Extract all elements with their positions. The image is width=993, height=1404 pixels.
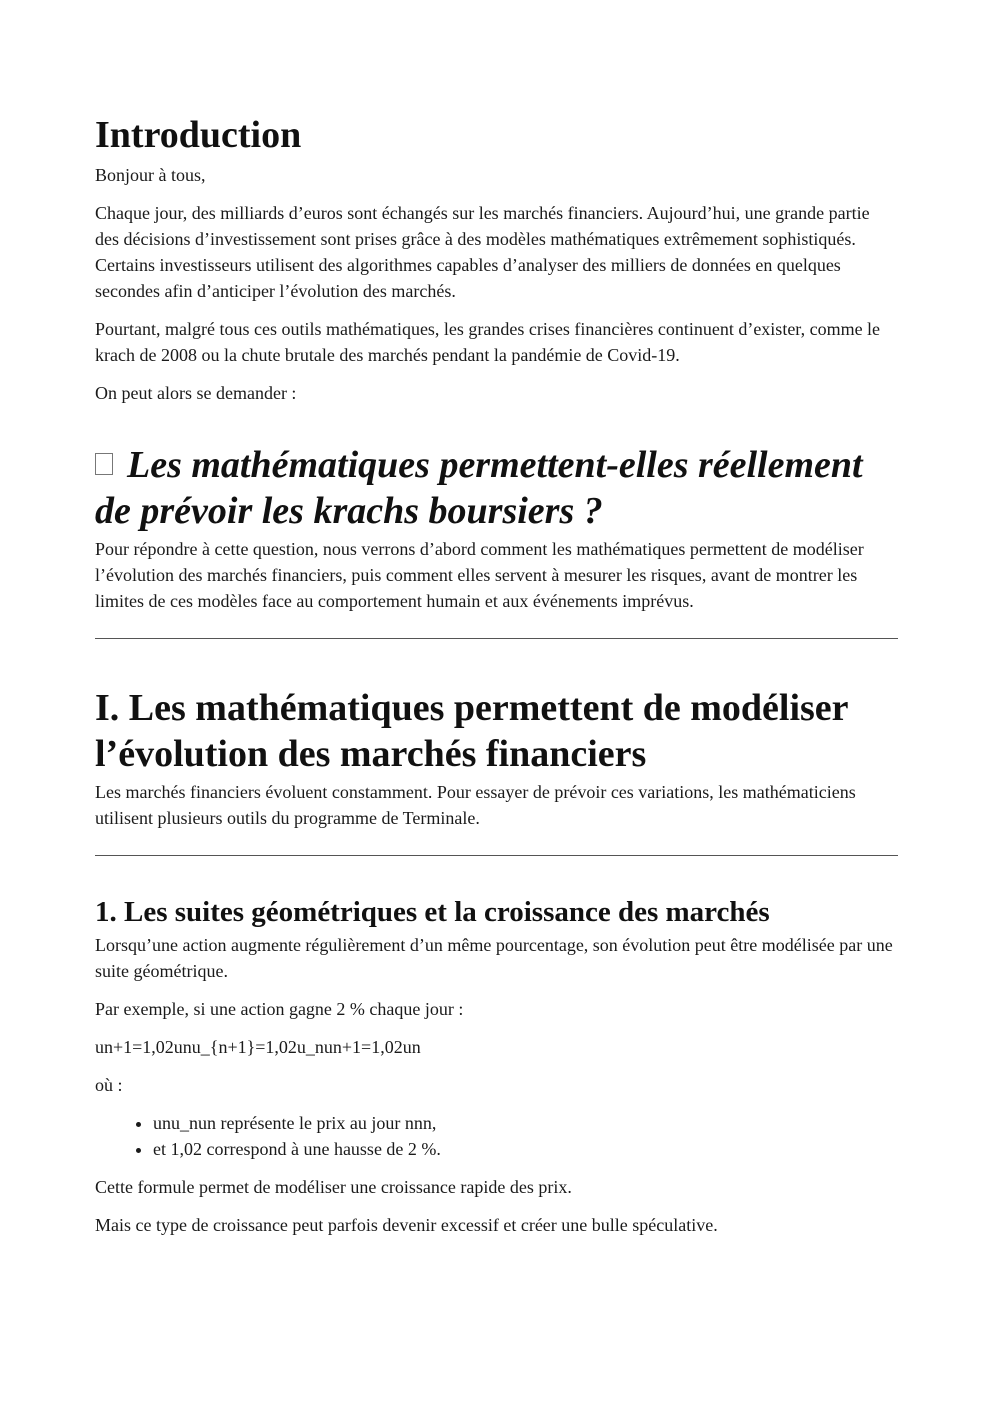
problem-question-text: Les mathématiques permettent-elles réellement de prévoir les krachs boursiers ? — [95, 444, 863, 532]
section-1-paragraph: Les marchés financiers évoluent constamment. Pour essayer de prévoir ces variations, les mathématiciens utilisent plusieurs outils du programme de Terminale. — [95, 782, 856, 828]
formula-line: un+1=1,02unu_{n+1}=1,02u_nun+1​=1,02un​ — [95, 1037, 421, 1057]
subsection-paragraph-1: Lorsqu’une action augmente régulièrement d’un même pourcentage, son évolution peut être modélisée par une suite géométrique. — [95, 935, 893, 981]
list-item: • et 1,02 correspond à une hausse de 2 %. — [153, 1136, 898, 1162]
subsection-paragraph-4: Cette formule permet de modéliser une croissance rapide des prix. — [95, 1177, 572, 1197]
plan-paragraph: Pour répondre à cette question, nous verrons d’abord comment les mathématiques permettent de modéliser l’évolution des marchés financiers, puis comment elles servent à mesurer les risques, avant de montrer les limites de ces modèles face au comportement humain et aux événements imprévus. — [95, 539, 864, 611]
divider-2 — [95, 855, 898, 856]
definition-list — [95, 1110, 898, 1162]
introduction-heading: Introduction — [95, 114, 302, 156]
problem-question-heading — [95, 442, 898, 534]
list-item: • unu_nun​ représente le prix au jour nnn, — [153, 1110, 898, 1136]
intro-paragraph-1: Chaque jour, des milliards d’euros sont échangés sur les marchés financiers. Aujourd’hui, une grande partie des décisions d’investissement sont prises grâce à des modèles mathématiques extrêmement sophistiqués. Certains investisseurs utilisent des algorithmes capables d’analyser des milliers de données en quelques secondes afin d’anticiper l’évolution des marchés. — [95, 203, 870, 301]
intro-paragraph-2: Pourtant, malgré tous ces outils mathématiques, les grandes crises financières continuent d’exister, comme le krach de 2008 ou la chute brutale des marchés pendant la pandémie de Covid-19. — [95, 319, 881, 365]
intro-paragraph-3: On peut alors se demander : — [95, 383, 297, 403]
box-icon — [95, 453, 113, 475]
divider-1 — [95, 638, 898, 639]
greeting-paragraph: Bonjour à tous, — [95, 165, 206, 185]
subsection-paragraph-5: Mais ce type de croissance peut parfois devenir excessif et créer une bulle spéculative. — [95, 1215, 718, 1235]
subsection-paragraph-2: Par exemple, si une action gagne 2 % chaque jour : — [95, 999, 464, 1019]
section-1-heading: I. Les mathématiques permettent de modéliser l’évolution des marchés financiers — [95, 687, 848, 775]
subsection-1-heading: 1. Les suites géométriques et la croissance des marchés — [95, 896, 770, 928]
subsection-paragraph-3: où : — [95, 1075, 123, 1095]
